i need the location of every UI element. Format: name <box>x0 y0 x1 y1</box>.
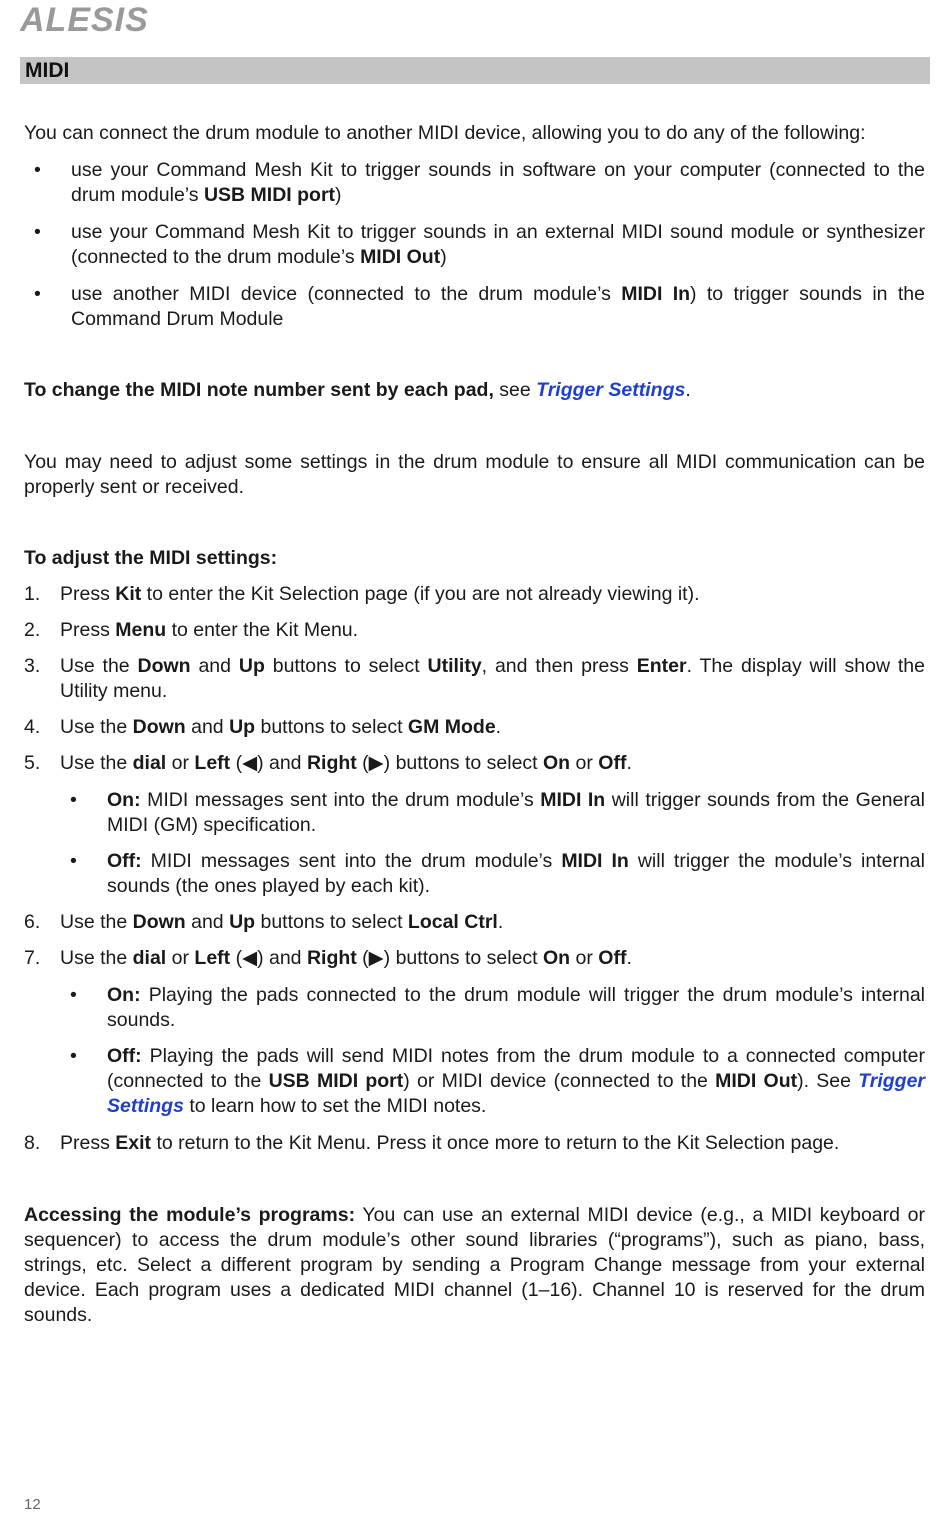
step-5: 5. Use the dial or Left (◀) and Right (▶) buttons to select On or Off. <box>24 752 632 774</box>
adjust-heading: To adjust the MIDI settings: <box>24 547 278 569</box>
use-bullet-1: • use your Command Mesh Kit to trigger sounds in software on your computer (connected to the drum module’s USB MIDI port) <box>34 159 925 206</box>
programs-paragraph: Accessing the module’s programs: You can use an external MIDI device (e.g., a MIDI keyboard or sequencer) to access the drum module’s other sound libraries (“programs”), such as piano, bass, strings, etc. Select a different program by sending a Program Change message from your external device. Each program uses a dedicated MIDI channel (1–16). Channel 10 is reserved for the drum sounds. <box>24 1204 925 1326</box>
step-4: 4. Use the Down and Up buttons to select GM Mode. <box>24 716 502 738</box>
page-number: 12 <box>24 1496 41 1513</box>
step-7-option-on: • On: Playing the pads connected to the drum module will trigger the drum module’s internal sounds. <box>70 984 925 1031</box>
step-8: 8. Press Exit to return to the Kit Menu. Press it once more to return to the Kit Selection page. <box>24 1132 840 1154</box>
bullet-icon: • <box>70 1045 77 1067</box>
intro-paragraph: You can connect the drum module to another MIDI device, allowing you to do any of the following: <box>24 122 866 144</box>
step-5-option-off: • Off: MIDI messages sent into the drum module’s MIDI In will trigger the module’s internal sounds (the ones played by each kit). <box>70 850 925 897</box>
bullet-icon: • <box>70 789 77 811</box>
step-1: 1. Press Kit to enter the Kit Selection page (if you are not already viewing it). <box>24 583 700 605</box>
step-5-option-on: • On: MIDI messages sent into the drum module’s MIDI In will trigger sounds from the General MIDI (GM) specification. <box>70 789 925 836</box>
step-3: 3. Use the Down and Up buttons to select Utility, and then press Enter. The display will show the Utility menu. <box>24 655 925 702</box>
step-2: 2. Press Menu to enter the Kit Menu. <box>24 619 359 641</box>
bullet-icon: • <box>34 221 41 243</box>
step-7-option-off: • Off: Playing the pads will send MIDI notes from the drum module to a connected computer (connected to the USB MIDI port) or MIDI device (connected to the MIDI Out). See Trigger Settings to learn how to set the MIDI notes. <box>70 1045 926 1117</box>
alesis-logo <box>20 2 195 36</box>
section-header-bar <box>20 57 930 84</box>
bullet-icon: • <box>34 159 41 181</box>
adjust-note-paragraph: You may need to adjust some settings in the drum module to ensure all MIDI communication can be properly sent or received. <box>24 451 925 498</box>
section-title: MIDI <box>25 59 70 82</box>
step-6: 6. Use the Down and Up buttons to select Local Ctrl. <box>24 911 504 933</box>
svg-text:ALESIS: ALESIS <box>20 2 149 36</box>
note-change-line: To change the MIDI note number sent by each pad, see Trigger Settings. <box>24 379 691 401</box>
use-bullet-2: • use your Command Mesh Kit to trigger sounds in an external MIDI sound module or synthesizer (connected to the drum module’s MIDI Out) <box>34 221 925 268</box>
use-bullet-3: • use another MIDI device (connected to the drum module’s MIDI In) to trigger sounds in the Command Drum Module <box>34 283 925 330</box>
bullet-icon: • <box>70 984 77 1006</box>
bullet-icon: • <box>70 850 77 872</box>
step-7: 7. Use the dial or Left (◀) and Right (▶) buttons to select On or Off. <box>24 947 632 969</box>
trigger-settings-link[interactable]: Trigger Settings <box>107 1070 926 1117</box>
trigger-settings-link[interactable]: Trigger Settings <box>536 379 686 401</box>
bullet-icon: • <box>34 283 41 305</box>
